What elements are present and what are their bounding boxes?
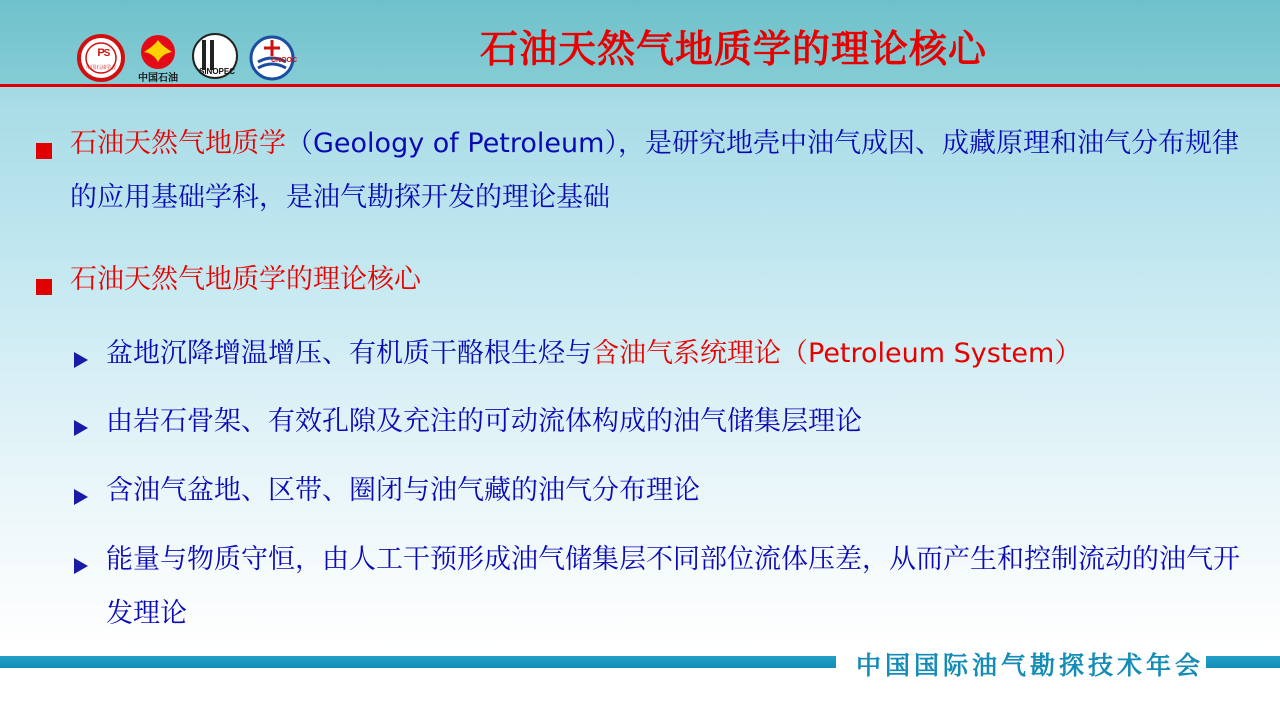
- bullet-item-2: [36, 264, 421, 307]
- cnooc-wordmark: CNOOC: [270, 57, 298, 64]
- page-title: 石油天然气地质学的理论核心: [480, 27, 988, 71]
- sinopec-wordmark: SINOPEC: [198, 67, 236, 76]
- sub-bullet-1-red-text: 含油气系统理论（Petroleum System）: [592, 338, 1082, 369]
- footer-conference-name: 中国国际油气勘探技术年会: [856, 651, 1205, 680]
- arrow-bullet-icon: [74, 489, 88, 505]
- pss-logo-letters: P: [97, 47, 105, 59]
- footer-bar-right: [1206, 656, 1280, 668]
- bullet-1-blue-text: （Geology of Petroleum），是研究地壳中油气成因、成藏原理和油气分布规律的应用基础学科，是油气勘探开发的理论基础: [70, 128, 1239, 213]
- arrow-bullet-icon: [74, 420, 88, 436]
- bullet-2-text: 石油天然气地质学的理论核心: [70, 264, 421, 295]
- bullet-item-1: [36, 128, 1246, 225]
- sub-bullet-item-1: [74, 338, 1264, 381]
- bullet-1-red-text: 石油天然气地质学: [70, 128, 286, 159]
- pss-logo-caption: 中国石油学会: [85, 65, 117, 71]
- arrow-bullet-icon: [74, 352, 88, 368]
- sub-bullet-item-3: [74, 475, 1264, 518]
- square-bullet-icon: [36, 279, 52, 295]
- footer-bar-left: [0, 656, 836, 668]
- sub-bullet-item-4: [74, 544, 1264, 641]
- petrochina-caption: 中国石油: [138, 73, 178, 84]
- sub-bullet-2-text: 由岩石骨架、有效孔隙及充注的可动流体构成的油气储集层理论: [106, 406, 862, 437]
- sub-bullet-4-text: 能量与物质守恒，由人工干预形成油气储集层不同部位流体压差，从而产生和控制流动的油气开发理论: [106, 544, 1240, 629]
- sub-bullet-3-text: 含油气盆地、区带、圈闭与油气藏的油气分布理论: [106, 475, 700, 506]
- sub-bullet-1-blue-text: 盆地沉降增温增压、有机质干酪根生烃与: [106, 338, 592, 369]
- pss-logo-letter-s: S: [103, 48, 111, 59]
- sub-bullet-item-2: [74, 406, 1264, 449]
- arrow-bullet-icon: [74, 558, 88, 574]
- bullet-1-text: [70, 117, 1246, 225]
- sub-bullet-1-text: [106, 327, 1081, 381]
- square-bullet-icon: [36, 143, 52, 159]
